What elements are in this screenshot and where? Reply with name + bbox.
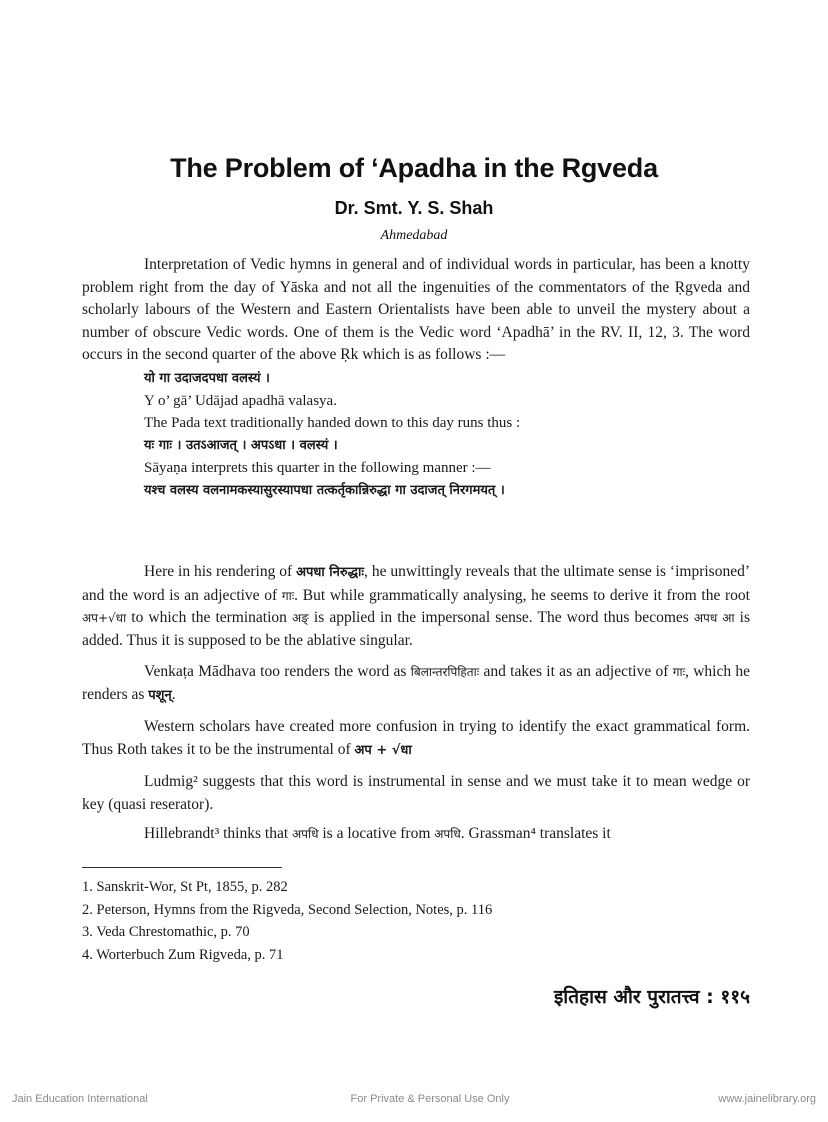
paragraph-venkata: Venkaṭa Mādhava too renders the word as बिलान्तरपिहिताः and takes it as an adjective of गाः, which he renders as पशून्. — [82, 663, 750, 703]
paragraph-western: Western scholars have created more confusion in trying to identify the exact grammatical form. Thus Roth takes it to be the instrumental of अप + √धा — [82, 718, 750, 758]
footnote-3: 3. Veda Chrestomathic, p. 70 — [82, 924, 250, 940]
sayana-devanagari: यश्च वलस्य वलनामकस्यासुरस्यापधा तत्कर्तृकान्निरुद्धा गा उदाजत् निरगमयत् । — [144, 482, 505, 498]
pada-intro: The Pada text traditionally handed down to this day runs thus : — [144, 414, 521, 431]
article-body — [82, 254, 750, 502]
article-title: The Problem of ‘Apadha in the Rgveda — [170, 153, 658, 183]
footnote-divider — [82, 867, 282, 868]
footnote-4: 4. Worterbuch Zum Rigveda, p. 71 — [82, 946, 284, 963]
sayana-intro: Sāyaṇa interprets this quarter in the following manner :— — [144, 459, 491, 476]
footer-website: www.jainelibrary.org — [718, 1093, 816, 1105]
verse-devanagari: यो गा उदाजदपधा वलस्यं । — [144, 370, 270, 386]
footnote-1: 1. Sanskrit-Wor, St Pt, 1855, p. 282 — [82, 879, 288, 895]
footer-publisher: Jain Education International — [12, 1093, 148, 1105]
article-body-continued — [82, 561, 750, 846]
verse-romanized: Y o’ gā’ Udājad apadhā valasya. — [144, 392, 337, 409]
footnotes — [82, 876, 750, 966]
article-author: Dr. Smt. Y. S. Shah — [334, 198, 494, 218]
paragraph-intro: Interpretation of Vedic hymns in general and of individual words in particular, has been a knotty problem right from the day of Yāska and not all the ingenuities of the commentators of the Ṛgveda and scholarly labours of the Western and Eastern Orientalists have been able to unveil the mystery about a number of obscure Vedic words. One of them is the Vedic word ‘Apadhā’ in the RV. II, 12, 3. The word occurs in the second quarter of the above Ṛk which is as follows :— — [82, 256, 750, 363]
author-place: Ahmedabad — [380, 228, 448, 243]
paragraph-sayana-analysis: Here in his rendering of अपधा निरुद्धाः, he unwittingly reveals that the ultimate sense is ‘imprisoned’ and the word is an adjective of गाः. But while grammatically analysing, he seems to derive it from the root अप+√धा to which the termination अङ् is applied in the impersonal sense. The word thus becomes अपध आ is added. Thus it is supposed to be the ablative singular. — [82, 563, 750, 649]
pada-devanagari: यः गाः । उतऽआजत् । अपऽधा । वलस्यं । — [144, 437, 338, 453]
footnote-2: 2. Peterson, Hymns from the Rigveda, Second Selection, Notes, p. 116 — [82, 901, 493, 918]
paragraph-hillebrandt: Hillebrandt³ thinks that अपधि is a locative from अपधि. Grassman⁴ translates it — [144, 825, 611, 842]
paragraph-ludmig: Ludmig² suggests that this word is instrumental in sense and we must take it to mean wedge or key (quasi reserator). — [82, 773, 750, 813]
footer-usage-note: For Private & Personal Use Only — [350, 1093, 510, 1105]
page-folio: इतिहास और पुरातत्त्व : ११५ — [553, 986, 750, 1008]
